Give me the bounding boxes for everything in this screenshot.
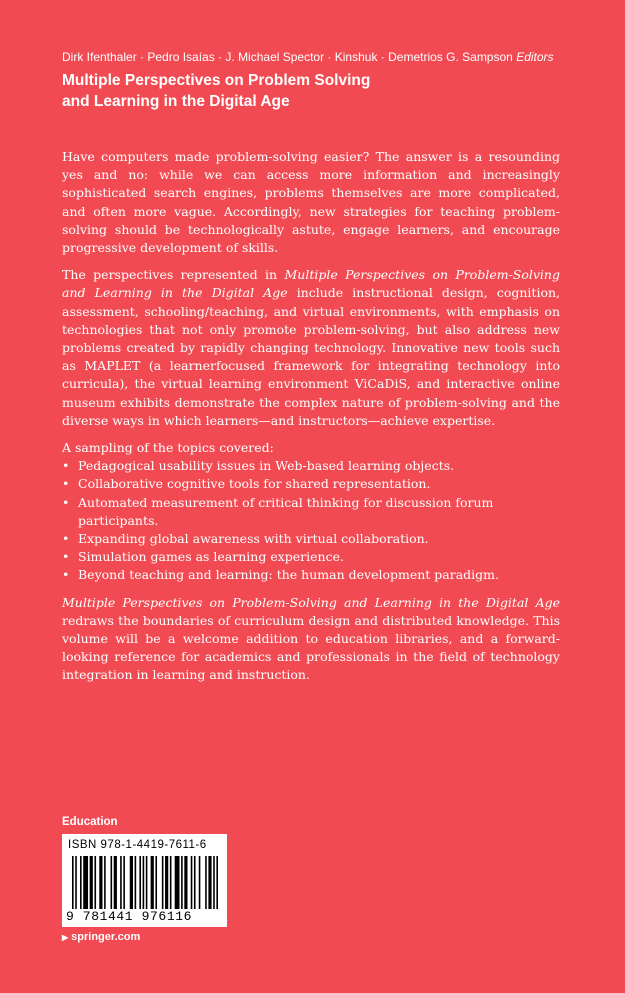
title-line-1: Multiple Perspectives on Problem Solving xyxy=(62,72,371,89)
barcode-bars xyxy=(72,856,218,912)
right-arrow-icon: ▶ xyxy=(62,932,69,942)
topics-intro: A sampling of the topics covered: xyxy=(62,440,274,456)
topic-item: • Beyond teaching and learning: the human development paradigm. xyxy=(62,566,560,584)
blurb-paragraph-2 xyxy=(62,266,560,430)
editors-line xyxy=(62,50,582,64)
p2-rest: include instructional design, cognition, assessment, schooling/teaching, and virtual environments, with emphasis on technologies that not only promote problem-solving, but also address new problems created by rapidly changing technology. Innovative new tools such as MAPLET (a learnerfocused framework for integrating technology into curricula), the virtual learning environment ViCaDiS, and interactive online museum exhibits demonstrate the complex nature of problem-solving and the diverse ways in which learners—and instructors—achieve expertise. xyxy=(62,285,560,428)
blurb xyxy=(62,148,560,694)
isbn-barcode xyxy=(62,834,227,927)
barcode-digits: 9 781441 976116 xyxy=(66,909,224,924)
book-title xyxy=(62,70,582,112)
topic-item: • Automated measurement of critical thinking for discussion forum participants. xyxy=(62,494,560,530)
publisher-url: springer.com xyxy=(71,931,141,943)
editor-names: Dirk Ifenthaler · Pedro Isaías · J. Michael Spector · Kinshuk · Demetrios G. Sampson xyxy=(62,50,513,64)
title-line-2: and Learning in the Digital Age xyxy=(62,93,290,110)
p2-lead: The perspectives represented in xyxy=(62,267,285,283)
topic-item: • Collaborative cognitive tools for shared representation. xyxy=(62,475,560,493)
publisher-link[interactable] xyxy=(62,931,140,943)
p4-book-title: Multiple Perspectives on Problem-Solving and Learning in the Digital Age xyxy=(62,594,560,610)
blurb-paragraph-4 xyxy=(62,594,560,685)
blurb-paragraph-1: Have computers made problem-solving easier? The answer is a resounding yes and no: while we can access more information and increasingly sophisticated search engines, problems themselves are more complicated, and often more vague. Accordingly, new strategies for teaching problem-solving should be technologically astute, engage learners, and encourage progressive development of skills. xyxy=(62,149,560,256)
topic-item: • Simulation games as learning experience. xyxy=(62,548,560,566)
category-label: Education xyxy=(62,816,118,828)
topic-item: • Expanding global awareness with virtual collaboration. xyxy=(62,530,560,548)
editors-role: Editors xyxy=(516,50,554,64)
p2-book-title: Multiple Perspectives on Problem-Solving and Learning in the Digital Age xyxy=(62,267,560,301)
topic-item: • Pedagogical usability issues in Web-based learning objects. xyxy=(62,457,560,475)
topics-list xyxy=(62,457,560,584)
p4-rest: redraws the boundaries of curriculum design and distributed knowledge. This volume will be a welcome addition to education libraries, and a forward-looking reference for academics and professionals in the field of technology integration in learning and instruction. xyxy=(62,612,560,683)
isbn-label: ISBN 978-1-4419-7611-6 xyxy=(68,839,207,851)
